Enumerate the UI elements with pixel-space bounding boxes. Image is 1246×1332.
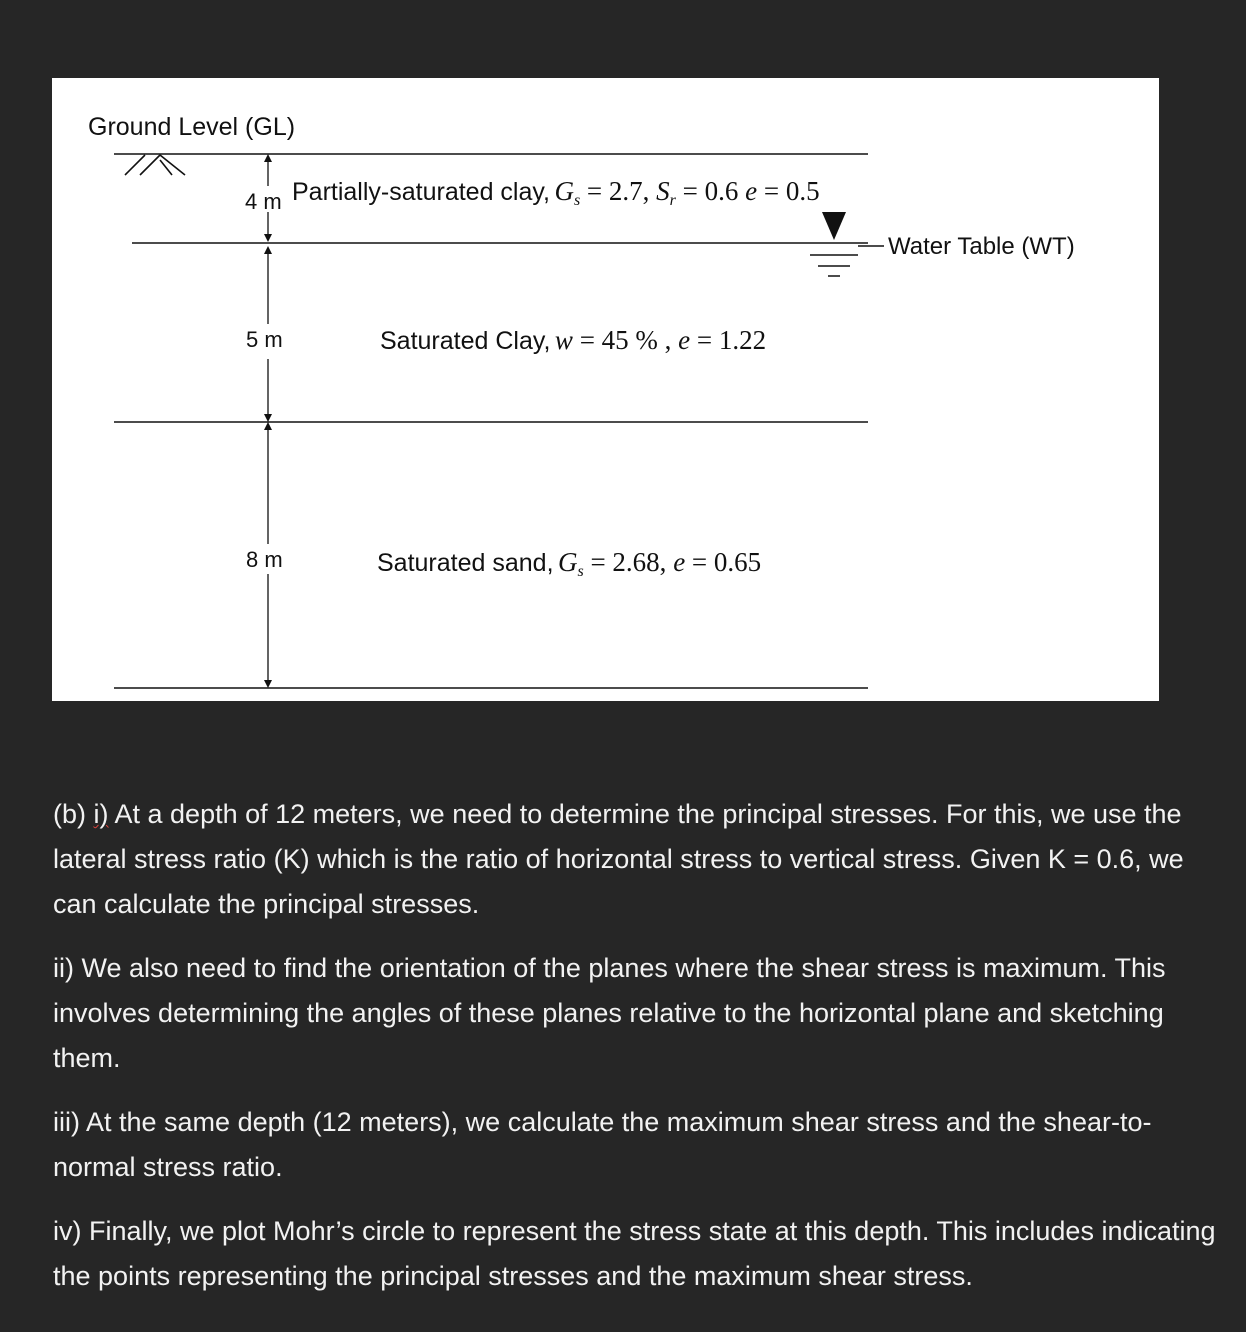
paragraph-part-iv: iv) Finally, we plot Mohr’s circle to represent the stress state at this depth. This includes indicating the points representing the principal stresses and the maximum shear stress.: [53, 1216, 1216, 1291]
layer-3-prop-gs: $G_s = 2.68$,: [557, 547, 667, 580]
layer-3-description: [377, 547, 761, 581]
water-table-symbol: [810, 212, 884, 276]
layer-1-name: Partially-saturated clay,: [292, 178, 550, 206]
paragraph-part-iii: iii) At the same depth (12 meters), we calculate the maximum shear stress and the shear-to-normal stress ratio.: [53, 1107, 1152, 1182]
paragraph-part-i: (b) i) At a depth of 12 meters, we need to determine the principal stresses. For this, we use the lateral stress ratio (K) which is the ratio of horizontal stress to vertical stress. Given K = 0.6, we can calculate the principal stresses.: [53, 799, 1184, 919]
layer-2-prop-e: e = 1.22: [678, 325, 767, 355]
spellcheck-marker: i): [93, 799, 109, 829]
layer-1-description: [292, 176, 820, 210]
question-text: [53, 792, 1233, 1318]
layer-1-thickness: 4 m: [245, 189, 282, 214]
layer-2-thickness: 5 m: [246, 327, 283, 352]
ground-level-label: Ground Level (GL): [88, 113, 296, 141]
layer-3-name: Saturated sand,: [377, 549, 554, 577]
layer-3-thickness: 8 m: [246, 547, 283, 572]
layer-2-prop-w: w = 45 % ,: [554, 325, 672, 355]
soil-profile-drawing: [52, 78, 1159, 701]
soil-profile-diagram: [52, 78, 1159, 701]
layer-1-prop-sr: $S_r = 0.6$: [656, 176, 739, 209]
layer-3-prop-e: e = 0.65: [673, 547, 762, 577]
layer-1-prop-gs: $G_s = 2.7$,: [554, 176, 650, 209]
water-table-label: Water Table (WT): [888, 233, 1075, 260]
ground-surface-symbol: [114, 154, 868, 175]
layer-1-prop-e: e = 0.5: [745, 176, 820, 206]
layer-2-name: Saturated Clay,: [380, 327, 551, 355]
layer-2-description: [380, 325, 766, 356]
paragraph-part-ii: ii) We also need to find the orientation of the planes where the shear stress is maximum. This involves determining the angles of these planes relative to the horizontal plane and sketching them.: [53, 953, 1166, 1073]
